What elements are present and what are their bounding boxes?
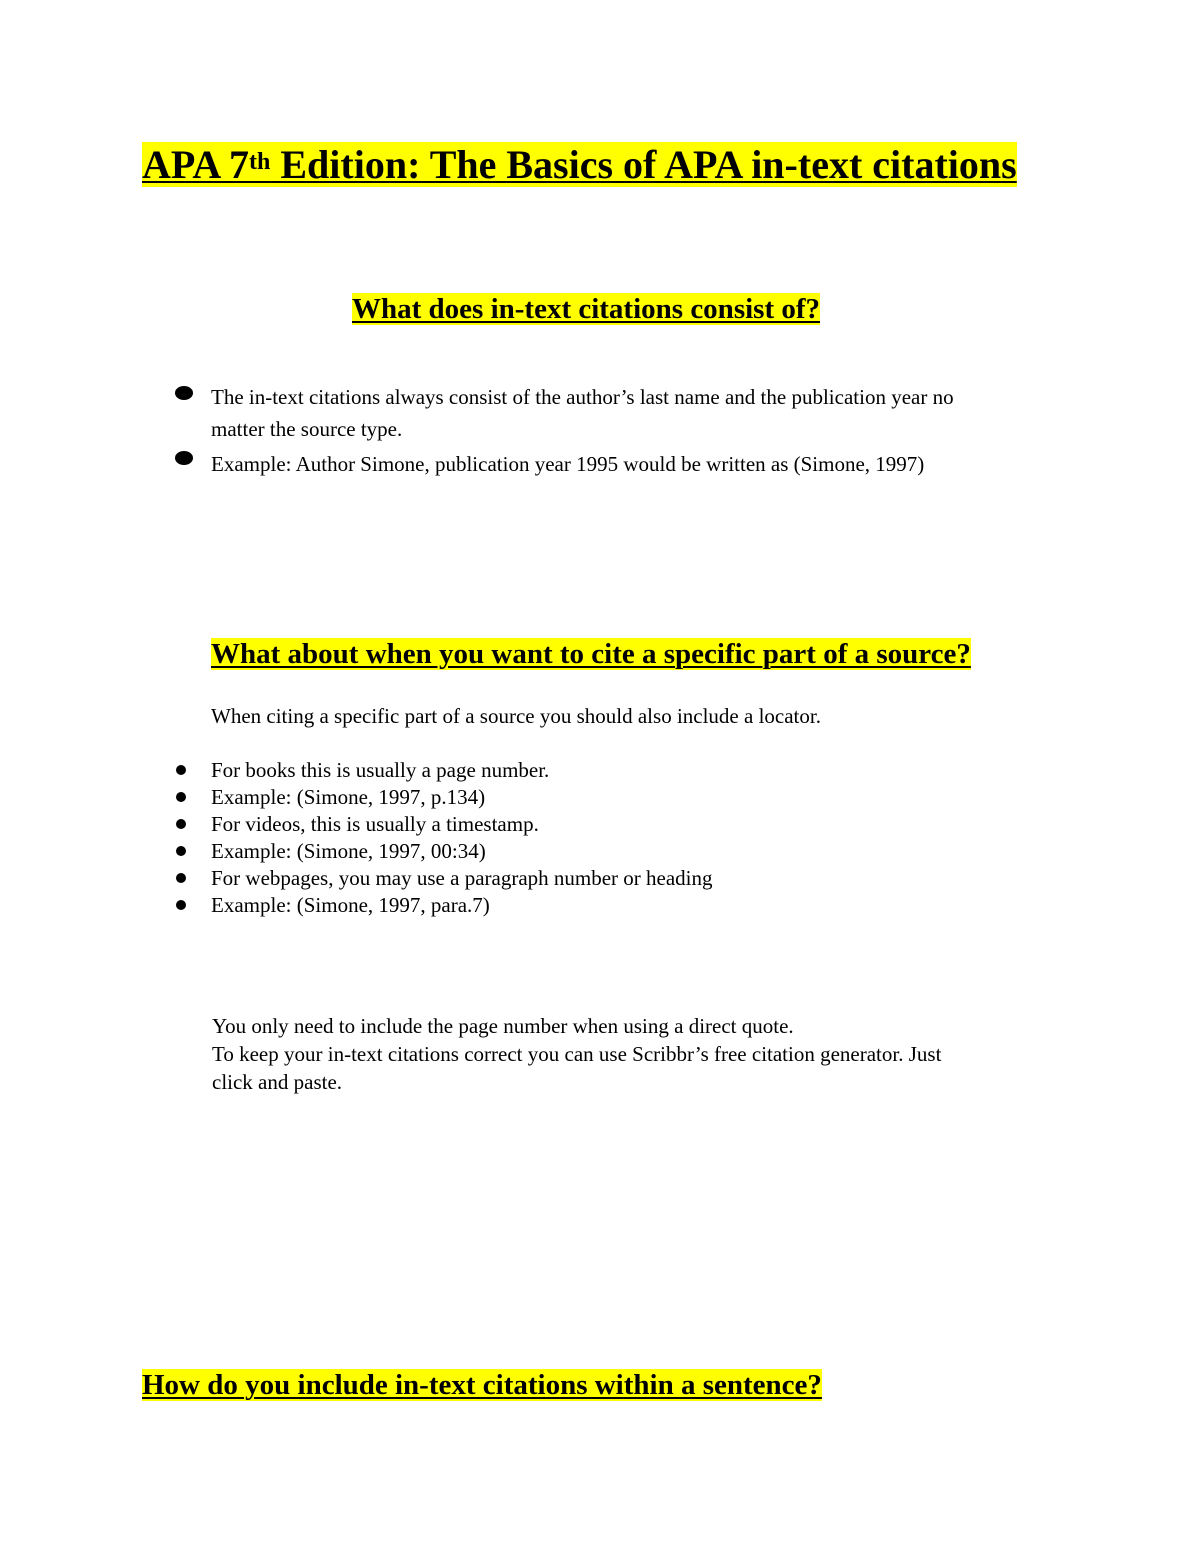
section2-note-line3: click and paste. [212,1070,343,1094]
title-superscript: th [249,149,271,175]
bullet-icon [175,386,193,400]
bullet-icon [176,873,186,883]
document-title [142,140,1042,189]
section2-bullet: For webpages, you may use a paragraph number or heading [211,866,713,890]
section1-bullet-1-line2: matter the source type. [211,417,403,441]
bullet-icon [176,792,186,802]
bullet-icon [176,846,186,856]
bullet-icon [175,451,193,465]
section2-bullet: For videos, this is usually a timestamp. [211,812,539,836]
section2-note-line2: To keep your in-text citations correct you can use Scribbr’s free citation generator. Just [212,1042,942,1066]
section1-bullet-1-line1: The in-text citations always consist of the author’s last name and the publication year no [211,385,954,409]
bullet-icon [176,900,186,910]
bullet-icon [176,765,186,775]
section2-heading: What about when you want to cite a specific part of a source? [211,638,971,670]
section2-bullet: Example: (Simone, 1997, para.7) [211,893,490,917]
section1-bullet-2: Example: Author Simone, publication year 1995 would be written as (Simone, 1997) [211,452,925,476]
section2-bullet: For books this is usually a page number. [211,758,550,782]
section2-bullet: Example: (Simone, 1997, 00:34) [211,839,486,863]
document-title-text: APA 7th Edition: The Basics of APA in-text citations [142,142,1017,187]
section1-heading: What does in-text citations consist of? [352,293,821,325]
section3-heading: How do you include in-text citations within a sentence? [142,1369,822,1401]
bullet-icon [176,819,186,829]
section2-bullet: Example: (Simone, 1997, p.134) [211,785,486,809]
section2-intro: When citing a specific part of a source you should also include a locator. [211,704,821,728]
section2-note-line1: You only need to include the page number when using a direct quote. [212,1014,794,1038]
